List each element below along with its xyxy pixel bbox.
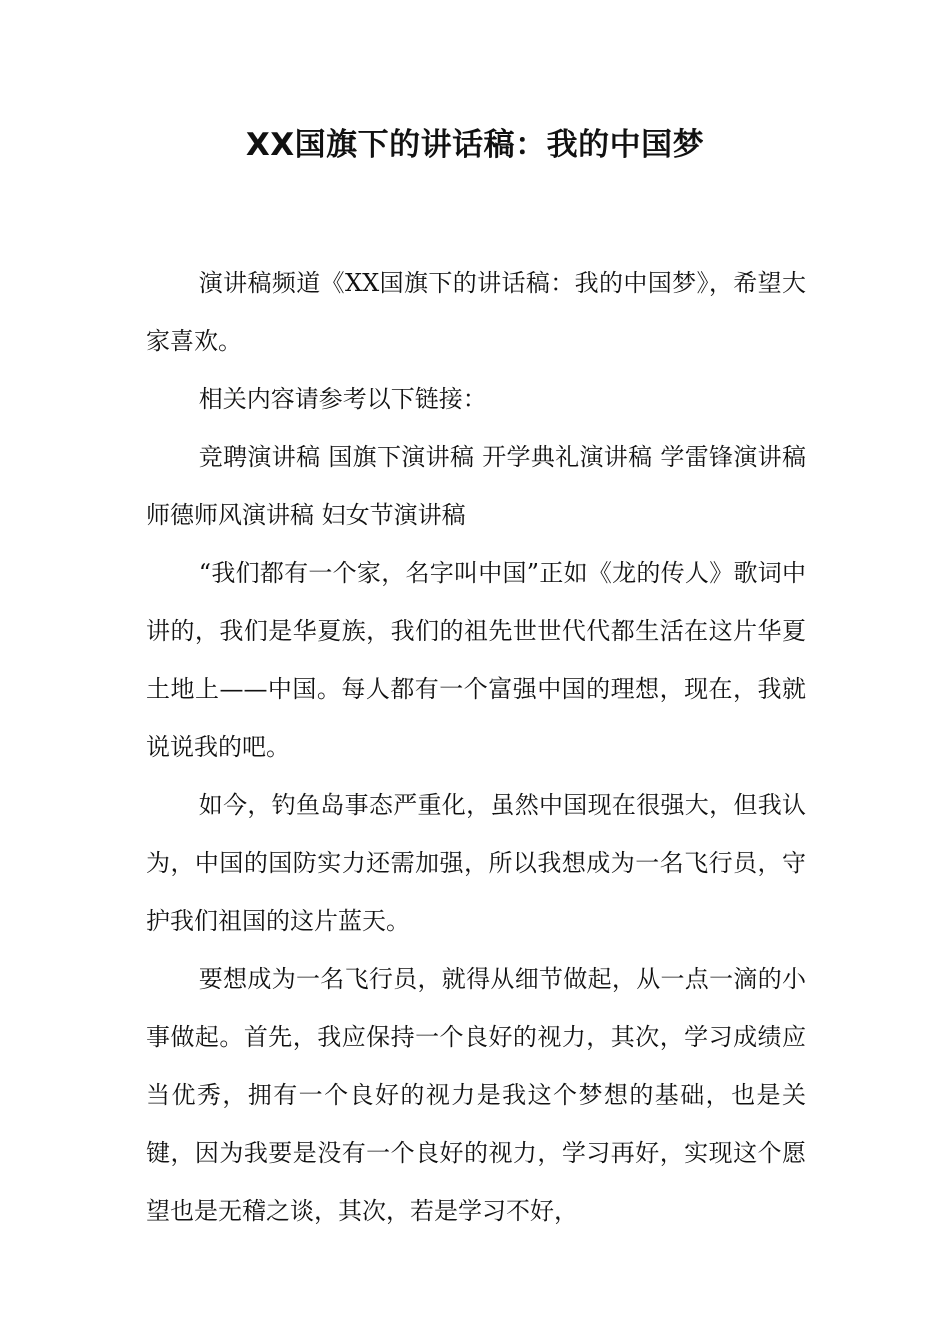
document-body [146, 254, 806, 1240]
document-title: XX国旗下的讲话稿：我的中国梦 [245, 127, 705, 163]
paragraph-pilot-dream: 如今，钓鱼岛事态严重化，虽然中国现在很强大，但我认为，中国的国防实力还需加强，所以我想成为一名飞行员，守护我们祖国的这片蓝天。 [146, 791, 806, 935]
paragraph-details: 要想成为一名飞行员，就得从细节做起，从一点一滴的小事做起。首先，我应保持一个良好的视力，其次，学习成绩应当优秀，拥有一个良好的视力是我这个梦想的基础，也是关键，因为我要是没有一个良好的视力，学习再好，实现这个愿望也是无稽之谈，其次，若是学习不好， [146, 965, 806, 1225]
paragraph-intro: 演讲稿频道《XX国旗下的讲话稿：我的中国梦》，希望大家喜欢。 [146, 269, 806, 355]
paragraph-related-links-label: 相关内容请参考以下链接： [198, 385, 487, 413]
paragraph-related-links: 竞聘演讲稿 国旗下演讲稿 开学典礼演讲稿 学雷锋演讲稿 师德师风演讲稿 妇女节演讲稿 [146, 443, 806, 529]
paragraph-song-quote: “我们都有一个家，名字叫中国”正如《龙的传人》歌词中讲的，我们是华夏族，我们的祖先世世代代都生活在这片华夏土地上——中国。每人都有一个富强中国的理想，现在，我就说说我的吧。 [146, 559, 806, 761]
